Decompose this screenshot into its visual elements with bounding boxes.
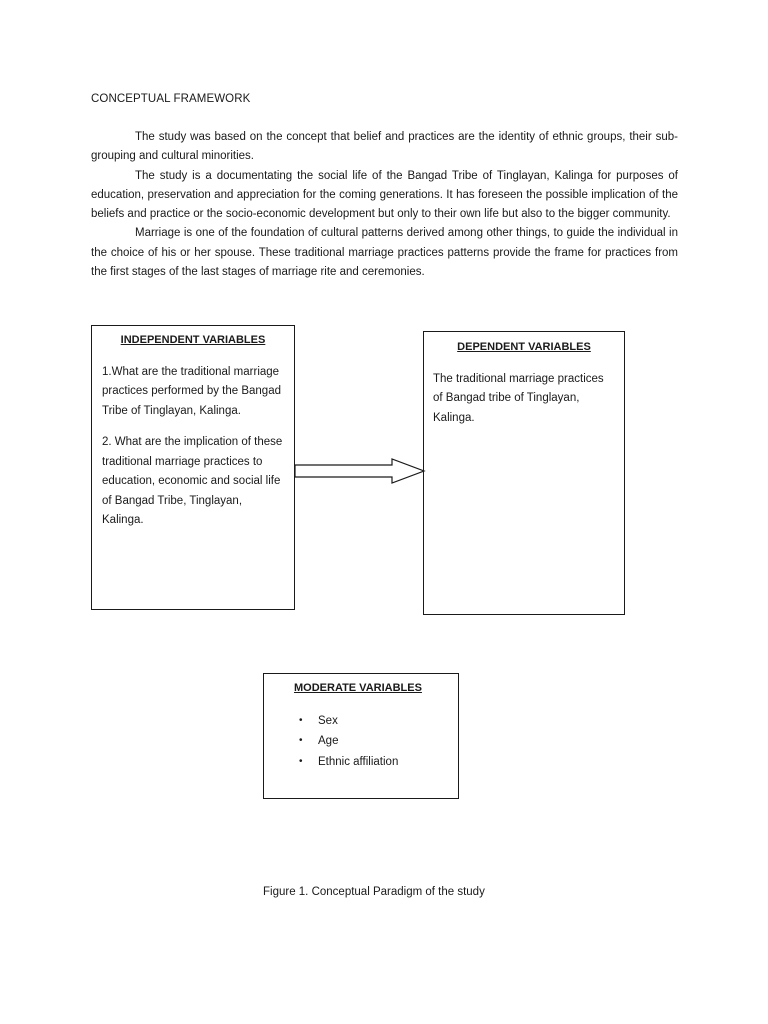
paragraph-2: The study is a documentating the social life of the Bangad Tribe of Tinglayan, Kalinga for purposes of education, preservation and appreciation for the coming generations. It has foreseen the possible implication of the beliefs and practice or the socio-economic development but only to their own life but also to the bigger community. — [91, 169, 678, 221]
moderate-variables-title: MODERATE VARIABLES — [294, 682, 422, 694]
independent-variables-title: INDEPENDENT VARIABLES — [120, 334, 266, 346]
paragraph-1: The study was based on the concept that belief and practices are the identity of ethnic groups, their sub-grouping and cultural minorities. — [91, 131, 678, 163]
figure-caption: Figure 1. Conceptual Paradigm of the study — [263, 886, 485, 898]
dependent-variables-title: DEPENDENT VARIABLES — [457, 341, 591, 353]
dependent-variables-text: The traditional marriage practices of Bangad tribe of Tinglayan, Kalinga. — [433, 372, 604, 424]
moderate-item-age: Age — [318, 735, 339, 747]
moderate-variables-list — [294, 711, 428, 773]
paragraph-3: Marriage is one of the foundation of cultural patterns derived among other things, to guide the individual in the choice of his or her spouse. These traditional marriage practices patterns provide the frame for practices from the first stages of the last stages of marriage rite and ceremonies. — [91, 227, 678, 279]
independent-question-1: 1.What are the traditional marriage practices performed by the Bangad Tribe of Tinglayan, Kalinga. — [102, 365, 281, 417]
independent-question-2: 2. What are the implication of these traditional marriage practices to education, economic and social life of Bangad Tribe, Tinglayan, Kalinga. — [102, 436, 283, 526]
body-text — [91, 128, 678, 282]
list-item — [294, 752, 428, 773]
moderate-item-sex: Sex — [318, 714, 338, 727]
section-heading: CONCEPTUAL FRAMEWORK — [91, 93, 251, 105]
moderate-item-ethnic-affiliation: Ethnic affiliation — [318, 755, 399, 768]
bullet-icon: • — [299, 755, 303, 767]
dependent-variables-box — [423, 331, 625, 615]
bullet-icon: • — [299, 714, 303, 726]
right-block-arrow-icon — [294, 458, 426, 484]
list-item — [294, 711, 428, 732]
moderate-variables-box — [263, 673, 459, 799]
independent-variables-box — [91, 325, 295, 610]
bullet-icon: • — [299, 735, 303, 746]
list-item — [294, 731, 428, 752]
